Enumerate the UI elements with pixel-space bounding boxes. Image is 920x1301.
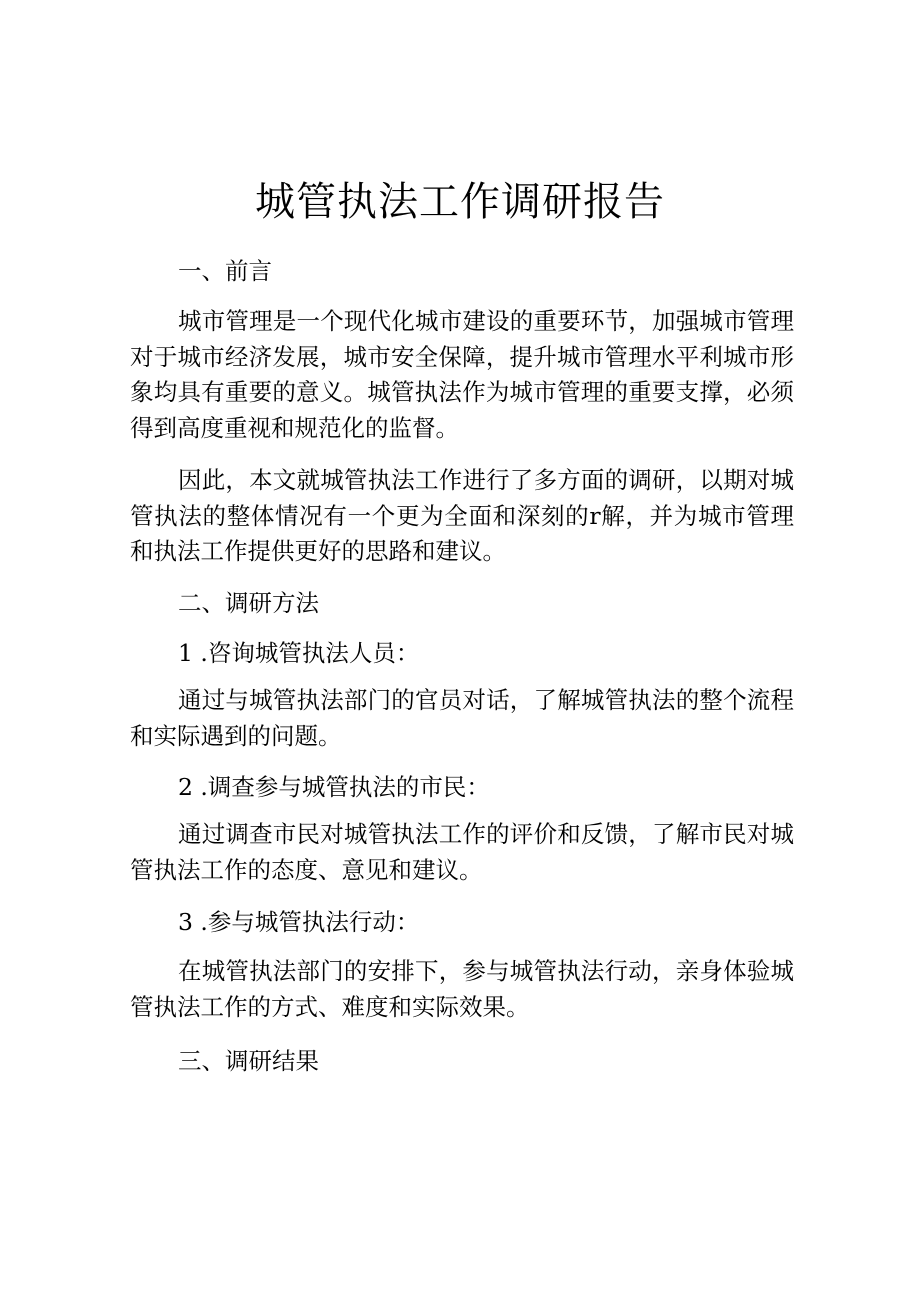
section-heading-preface: 一、前言: [178, 257, 272, 285]
paragraph-method-consult: 通过与城管执法部门的官员对话，了解城管执法的整个流程和实际遇到的问题。: [130, 686, 794, 750]
paragraph-method-survey: 通过调查市民对城管执法工作的评价和反馈，了解市民对城管执法工作的态度、意见和建议。: [130, 820, 794, 884]
method-heading-participate: 3 .参与城管执法行动：: [178, 908, 420, 936]
section-heading-results: 三、调研结果: [178, 1047, 319, 1075]
method-heading-survey: 2 .调查参与城管执法的市民：: [178, 773, 490, 801]
method-heading-consult: 1 .咨询城管执法人员：: [178, 639, 420, 667]
paragraph-method-participate: 在城管执法部门的安排下，参与城管执法行动，亲身体验城管执法工作的方式、难度和实际效果。: [130, 957, 794, 1021]
paragraph-purpose: 因此，本文就城管执法工作进行了多方面的调研，以期对城管执法的整体情况有一个更为全面和深刻的r解，并为城市管理和执法工作提供更好的思路和建议。: [130, 466, 794, 565]
document-title: 城管执法工作调研报告: [255, 179, 665, 225]
paragraph-intro: 城市管理是一个现代化城市建设的重要环节，加强城市管理对于城市经济发展，城市安全保障，提升城市管理水平利城市形象均具有重要的意义。城管执法作为城市管理的重要支撑，必须得到高度重视和规范化的监督。: [130, 307, 794, 442]
section-heading-methods: 二、调研方法: [178, 589, 319, 617]
